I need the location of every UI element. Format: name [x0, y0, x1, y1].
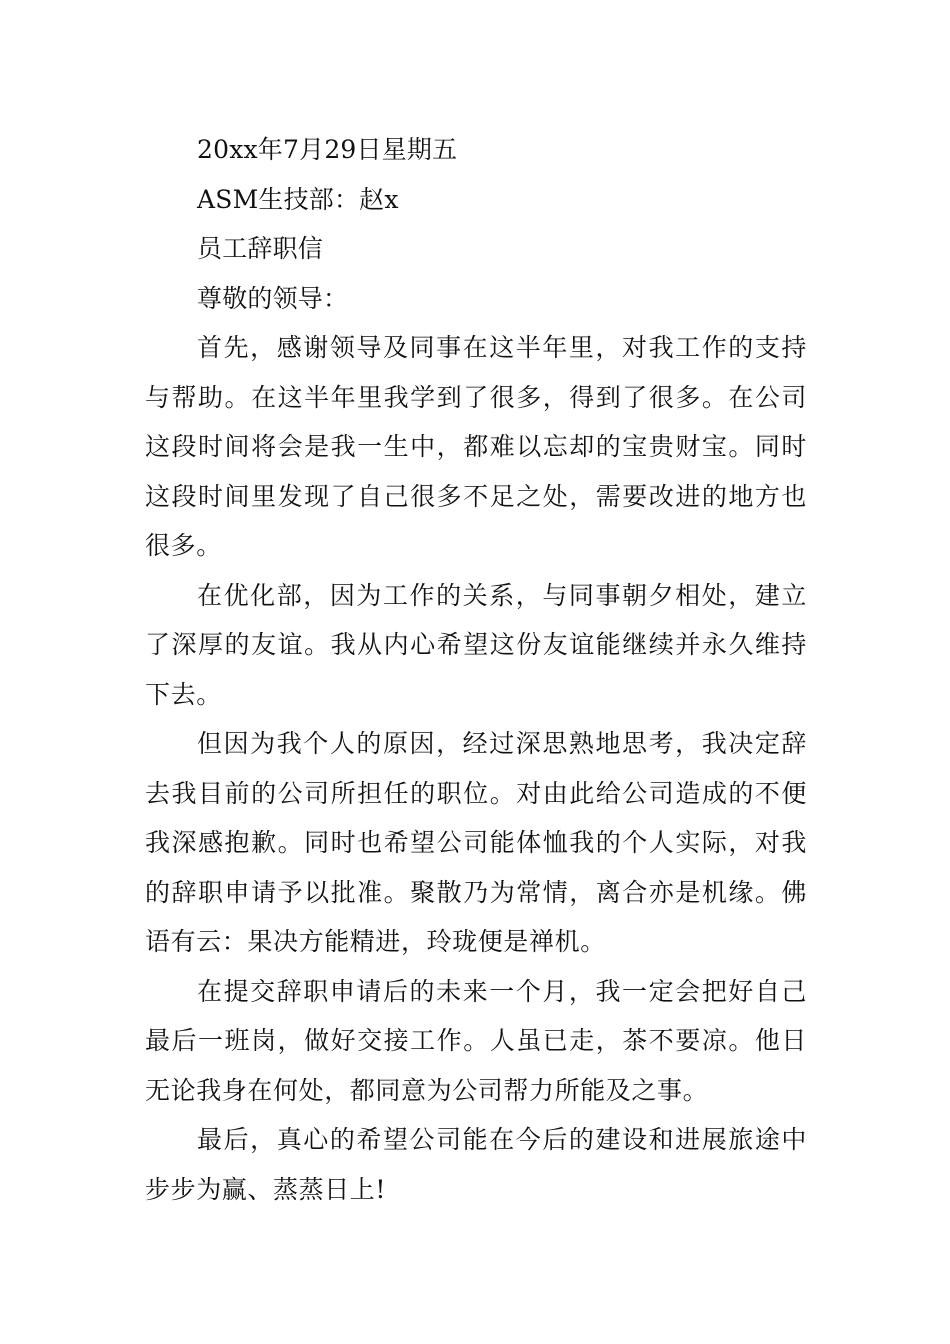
- paragraph-resignation-reason: 但因为我个人的原因，经过深思熟地思考，我决定辞去我目前的公司所担任的职位。对由此给公司造成的不便我深感抱歉。同时也希望公司能体恤我的个人实际，对我的辞职申请予以批准。聚散乃为常情，离合亦是机缘。佛语有云：果决方能精进，玲珑便是禅机。: [145, 729, 807, 956]
- letter-title: 员工辞职信: [197, 234, 324, 263]
- paragraph-thanks: 首先，感谢领导及同事在这半年里，对我工作的支持与帮助。在这半年里我学到了很多，得到了很多。在公司这段时间将会是我一生中，都难以忘却的宝贵财宝。同时这段时间里发现了自己很多不足之处，需要改进的地方也很多。: [145, 333, 807, 560]
- letter-sender: ASM生技部：赵x: [197, 184, 399, 214]
- paragraph-handover: 在提交辞职申请后的未来一个月，我一定会把好自己最后一班岗，做好交接工作。人虽已走，茶不要凉。他日无论我身在何处，都同意为公司帮力所能及之事。: [145, 976, 807, 1105]
- letter-salutation: 尊敬的领导：: [197, 283, 349, 313]
- paragraph-friendship: 在优化部，因为工作的关系，与同事朝夕相处，建立了深厚的友谊。我从内心希望这份友谊能继续并永久维持下去。: [145, 580, 807, 709]
- paragraph-closing-wish: 最后，真心的希望公司能在今后的建设和进展旅途中步步为赢、蒸蒸日上!: [145, 1125, 807, 1204]
- letter-date: 20xx年7月29日星期五: [197, 135, 458, 164]
- letter-page: [145, 125, 807, 1214]
